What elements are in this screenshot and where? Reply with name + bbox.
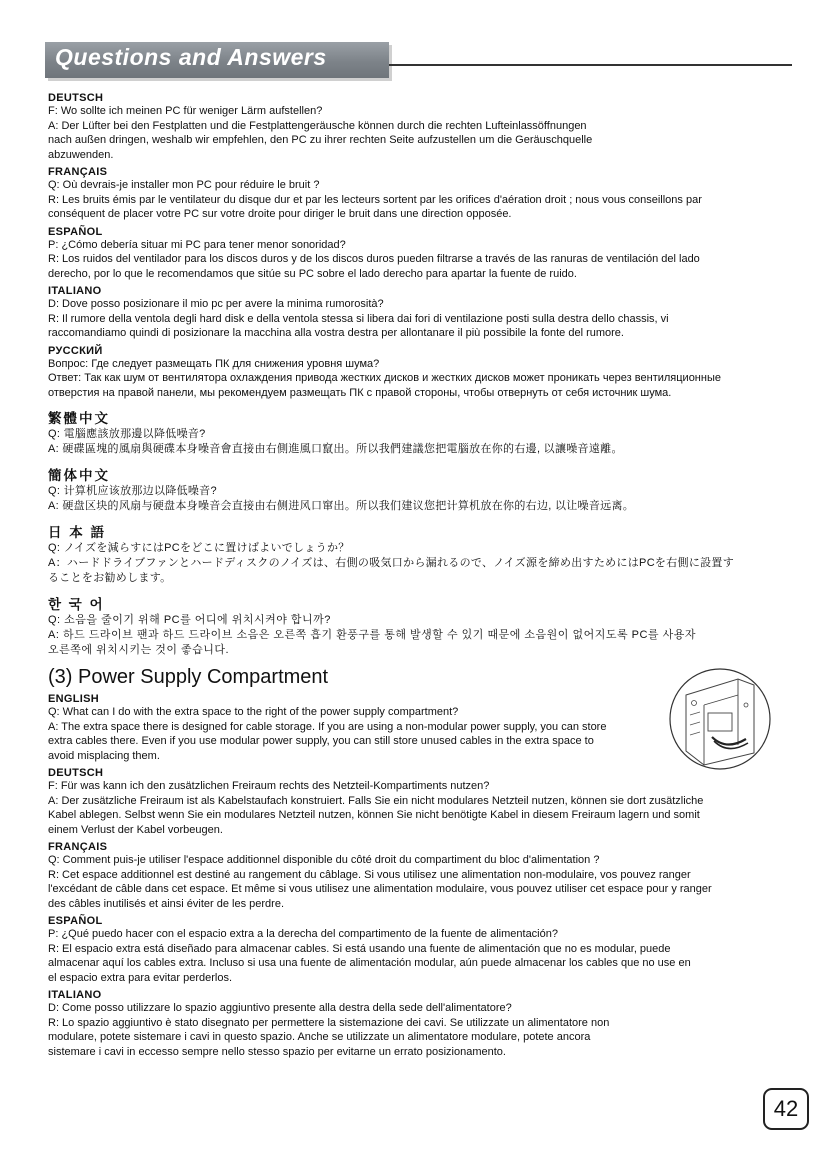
qa2-de: [48, 767, 788, 837]
lang-heading: 한 국 어: [48, 597, 105, 612]
lang-heading: ESPAÑOL: [48, 225, 103, 238]
lang-heading: ITALIANO: [48, 285, 102, 297]
lang-heading: FRANÇAIS: [48, 841, 108, 853]
qa-line: nach außen dringen, weshalb wir empfehlen, den PC zu ihrer rechten Seite aufzustellen um die Geräuschquelle: [48, 134, 593, 146]
qa-line: P: ¿Qué puedo hacer con el espacio extra a la derecha del compartimento de la fuente de alimentación?: [48, 928, 558, 940]
qa-line: R: El espacio extra está diseñado para almacenar cables. Si está usando una fuente de alimentación que no es modular, puede: [48, 942, 671, 955]
qa-line: Q: Où devrais-je installer mon PC pour réduire le bruit ?: [48, 179, 320, 191]
qa-line: A: Der zusätzliche Freiraum ist als Kabelstaufach konstruiert. Falls Sie ein nicht modulares Netzteil nutzen, können sie dort zusätzliche: [48, 794, 704, 807]
lang-heading: ITALIANO: [48, 989, 102, 1001]
qa-line: Q: 计算机应该放那边以降低噪音?: [48, 485, 217, 497]
qa-line: A: 硬盘区块的风扇与硬盘本身噪音会直接由右侧进风口窜出。所以我们建议您把计算机放在你的右边, 以让噪音远离。: [48, 500, 635, 512]
qa-line: A: 硬碟區塊的風扇與硬碟本身噪音會直接由右側進風口竄出。所以我們建議您把電腦放在你的右邊, 以讓噪音遠離。: [48, 443, 623, 455]
lang-heading: 日 本 語: [48, 525, 107, 540]
qa-line: P: ¿Cómo debería situar mi PC para tener menor sonoridad?: [48, 238, 346, 251]
lang-heading: DEUTSCH: [48, 92, 104, 104]
lang-heading: DEUTSCH: [48, 767, 104, 779]
qa-line: R: Los ruidos del ventilador para los discos duros y de los discos duros pueden filtrarse a través de las ranuras de ventilación del lado: [48, 253, 700, 265]
qa-line: D: Come posso utilizzare lo spazio aggiuntivo presente alla destra della sede dell'alimentatore?: [48, 1002, 512, 1014]
qa-line: R: Il rumore della ventola degli hard disk e della ventola stessa si libera dai fori di ventilazione posti sulla destra dello chassis, vi: [48, 312, 669, 325]
qa-jp: [48, 521, 788, 586]
main-content: [48, 88, 788, 1059]
qa-line: A: Der Lüfter bei den Festplatten und die Festplattengeräusche können durch die rechten Lufteinlassöffnungen: [48, 119, 587, 132]
qa-tw: [48, 407, 788, 457]
qa-line: raccomandiamo quindi di posizionare la macchina alla vostra destra per allontanare il più possibile la fonte del rumore.: [48, 327, 624, 339]
lang-heading: ENGLISH: [48, 693, 99, 705]
qa-line: avoid misplacing them.: [48, 749, 160, 762]
qa-line: отверстия на правой панели, мы рекомендуем размещать ПК с правой стороны, чтобы отвернуть от себя источник шума.: [48, 386, 672, 399]
qa-en: [48, 693, 658, 763]
qa-line: modulare, potete sistemare i cavi in questo spazio. Anche se utilizzate un alimentatore modulare, potete ancora: [48, 1031, 591, 1043]
qa-line: Вопрос: Где следует размещать ПК для снижения уровня шума?: [48, 357, 380, 370]
qa-line: R: Cet espace additionnel est destiné au rangement du câblage. Si vous utilisez une alimentation non-modulaire, vos pouvez ranger: [48, 868, 691, 881]
qa-de: [48, 92, 788, 162]
qa2-es: [48, 915, 788, 985]
qa-line: R: Lo spazio aggiuntivo è stato disegnato per permettere la sistemazione dei cavi. Se utilizzate un alimentatore non: [48, 1016, 610, 1029]
qa-line: extra cables there. Even if you use modular power supply, you can still store unused cables in the extra space to: [48, 735, 594, 747]
qa-line: einem Verlust der Kabel vorbeugen.: [48, 823, 223, 836]
lang-heading: ESPAÑOL: [48, 915, 103, 927]
lang-heading: 繁體中文: [48, 411, 110, 426]
qa-line: D: Dove posso posizionare il mio pc per avere la minima rumorosità?: [48, 298, 384, 310]
qa2-it: [48, 989, 788, 1059]
qa-fr: [48, 166, 788, 222]
qa-line: ることをお勧めします。: [48, 572, 172, 584]
qa-line: sistemare i cavi in eccesso sempre nello stesso spazio per evitarne un errato posizionamento.: [48, 1045, 506, 1058]
psu-compartment-illustration: [668, 665, 772, 773]
qa-line: A：ハードドライブファンとハードディスクのノイズは、右側の吸気口から漏れるので、ノイズ源を締め出すためにはPCを右側に設置す: [48, 557, 735, 569]
qa-line: F: Für was kann ich den zusätzlichen Freiraum rechts des Netzteil-Kompartiments nutzen?: [48, 780, 490, 792]
header-rule: [389, 64, 792, 66]
qa-line: Ответ: Так как шум от вентилятора охлаждения привода жестких дисков и жестких дисков может проникать через вентиляционные: [48, 372, 721, 384]
qa-kr: [48, 593, 788, 658]
section-title: (3) Power Supply Compartment: [48, 666, 329, 688]
qa-line: 오른쪽에 위치시키는 것이 좋습니다.: [48, 644, 230, 656]
qa-es: [48, 226, 788, 282]
header-banner: [45, 42, 389, 78]
qa-line: Q: ノイズを減らすにはPCをどこに置けばよいでしょうか？: [48, 542, 350, 554]
lang-heading: FRANÇAIS: [48, 166, 108, 178]
qa-cn: [48, 464, 788, 514]
lang-heading: 簡体中文: [48, 468, 110, 483]
qa-ru: [48, 345, 788, 401]
page-number: 42: [763, 1088, 809, 1130]
qa-line: Q: 電腦應該放那邊以降低噪音?: [48, 428, 206, 440]
qa-line: el espacio extra para evitar perderlos.: [48, 971, 233, 984]
qa-line: derecho, por lo que le recomendamos que sitúe su PC sobre el lado derecho para apartar la fuente de ruido.: [48, 267, 577, 280]
qa-line: F: Wo sollte ich meinen PC für weniger Lärm aufstellen?: [48, 105, 323, 117]
qa-line: A: The extra space there is designed for cable storage. If you are using a non-modular power supply, you can store: [48, 720, 607, 733]
qa-line: A: 하드 드라이브 팬과 하드 드라이브 소음은 오른쪽 흡기 환풍구를 통해 발생할 수 있기 때문에 소음원이 없어지도록 PC를 사용자: [48, 629, 696, 641]
lang-heading: РУССКИЙ: [48, 344, 103, 357]
qa-line: des câbles inutilisés et ainsi éviter de les perdre.: [48, 897, 285, 910]
qa-it: [48, 285, 788, 341]
qa-line: almacenar aquí los cables extra. Incluso si usa una fuente de alimentación modular, aún puede almacenar los cables que no use en: [48, 957, 691, 969]
qa-line: Q: What can I do with the extra space to the right of the power supply compartment?: [48, 706, 459, 718]
qa-line: Q: Comment puis-je utiliser l'espace additionnel disponible du côté droit du compartiment du bloc d'alimentation ?: [48, 854, 600, 866]
qa-line: R: Les bruits émis par le ventilateur du disque dur et par les lecteurs sortent par les orifices d'aération droit ; nous vous conseillons par: [48, 193, 702, 206]
page-title: Questions and Answers: [55, 44, 327, 70]
qa-line: Kabel ablegen. Selbst wenn Sie ein modulares Netzteil nutzen, können Sie nicht benötigte Kabel in diesem Freiraum lagern und somit: [48, 809, 700, 821]
qa-line: abzuwenden.: [48, 148, 114, 161]
qa-line: l'excédant de câble dans cet espace. Et même si vous utilisez une alimentation modulaire, vous pouvez utiliser cet espace pour y ranger: [48, 883, 712, 895]
qa2-fr: [48, 841, 788, 911]
qa-line: Q: 소음을 줄이기 위해 PC를 어디에 위치시켜야 합니까?: [48, 614, 331, 626]
qa-line: conséquent de placer votre PC sur votre droite pour diriger le bruit dans une direction opposée.: [48, 208, 512, 220]
